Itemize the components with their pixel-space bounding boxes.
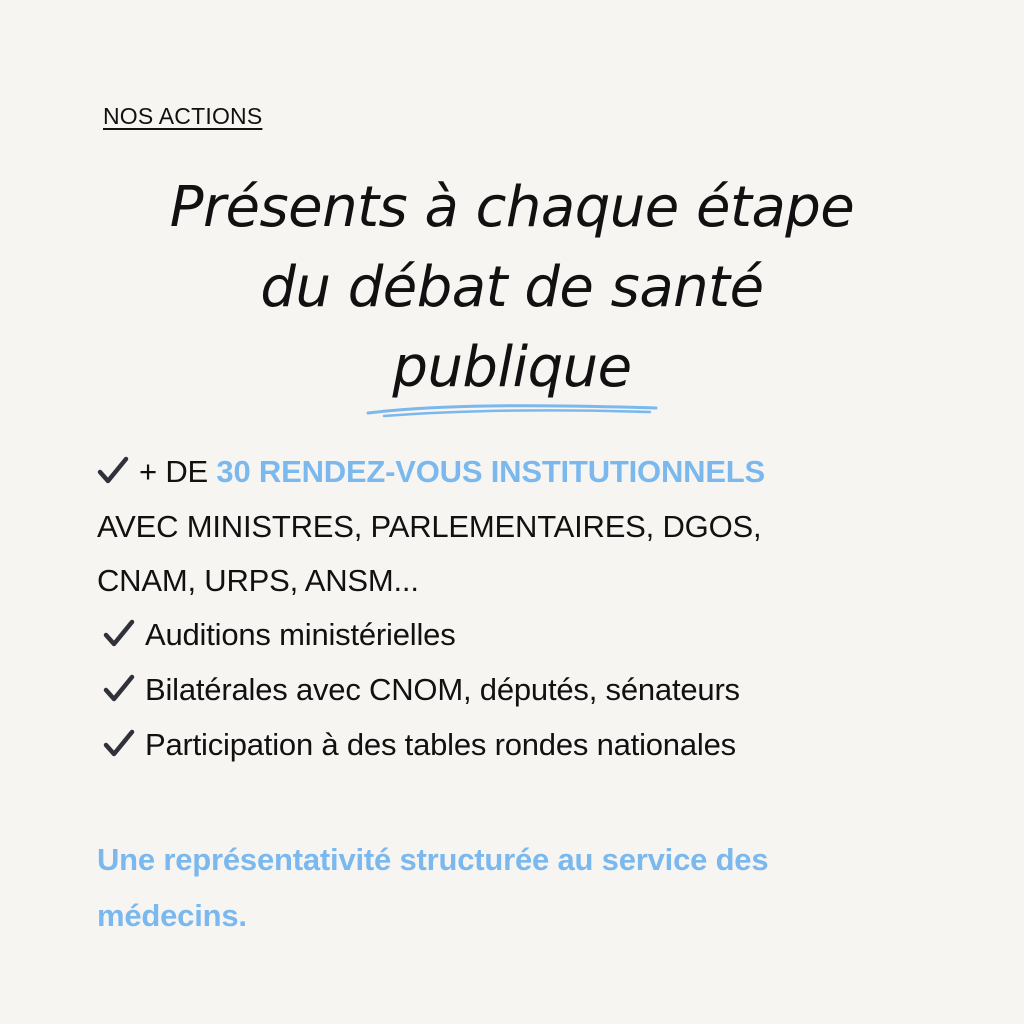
intro-prefix: + DE (139, 454, 208, 489)
closing-statement: Une représentativité structurée au service des médecins. (97, 842, 769, 933)
list-item (103, 725, 736, 765)
intro-line-3: CNAM, URPS, ANSM... (97, 563, 419, 598)
title-line-2: du débat de santé (260, 255, 764, 320)
intro-line-2: AVEC MINISTRES, PARLEMENTAIRES, DGOS, (97, 509, 762, 544)
checkmark-icon (103, 674, 135, 704)
list-item-label: Auditions ministérielles (145, 617, 456, 652)
checkmark-icon (103, 729, 135, 759)
list-item-label: Participation à des tables rondes nationales (145, 727, 736, 762)
underline-swoosh (364, 400, 660, 422)
list-item-label: Bilatérales avec CNOM, députés, sénateurs (145, 672, 740, 707)
section-label: NOS ACTIONS (103, 103, 263, 129)
title-line-3: publique (392, 335, 632, 400)
intro-highlight: 30 RENDEZ-VOUS INSTITUTIONNELS (216, 454, 766, 489)
intro-line-1 (97, 452, 765, 492)
list-item (103, 615, 456, 655)
checkmark-icon (97, 456, 129, 486)
title-line-1: Présents à chaque étape (169, 175, 855, 240)
page-title (0, 168, 1024, 408)
checkmark-icon (103, 619, 135, 649)
list-item (103, 670, 740, 710)
